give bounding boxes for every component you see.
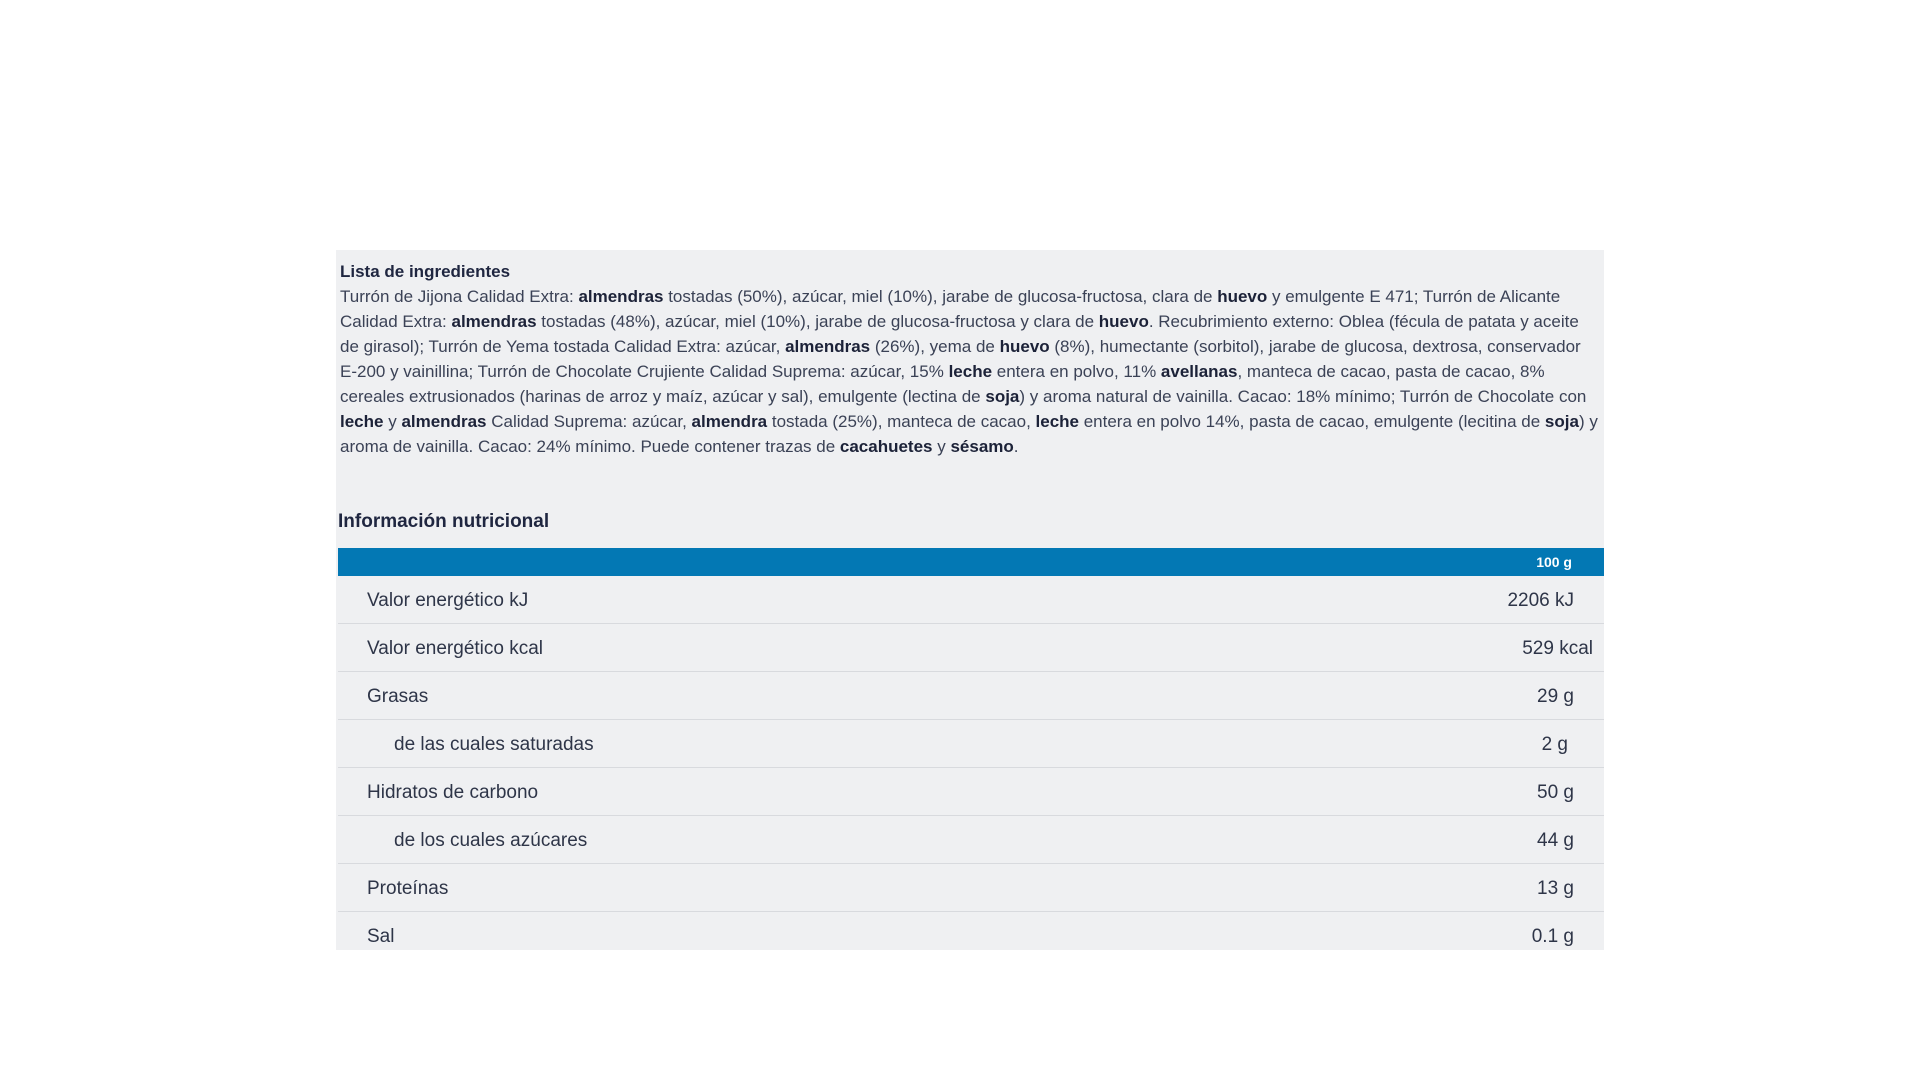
table-row bbox=[338, 864, 1604, 912]
ingredient-text: ) y aroma natural de vainilla. Cacao: 18% mínimo; Turrón de Chocolate con bbox=[1019, 387, 1587, 406]
table-row bbox=[338, 720, 1604, 768]
table-row bbox=[338, 768, 1604, 816]
ingredients-title: Lista de ingredientes bbox=[340, 262, 511, 281]
ingredient-text: Turrón de Jijona Calidad Extra: bbox=[340, 287, 579, 306]
row-label: Valor energético kJ bbox=[367, 590, 529, 611]
allergen-text: avellanas bbox=[1160, 362, 1238, 381]
nutrition-table bbox=[338, 548, 1604, 947]
ingredient-text: . Recubrimiento externo: Oblea (fécula de patata y aceite de girasol); Turrón de Yema tostada Calidad Extra: azúcar, bbox=[340, 312, 1579, 356]
table-row bbox=[338, 576, 1604, 624]
ingredients-text bbox=[340, 284, 1602, 459]
allergen-text: soja bbox=[985, 387, 1020, 406]
allergen-text: huevo bbox=[1098, 312, 1149, 331]
product-info-panel bbox=[336, 250, 1604, 950]
allergen-text: almendra bbox=[691, 412, 768, 431]
ingredient-text: (26%), yema de bbox=[870, 337, 1000, 356]
allergen-text: leche bbox=[340, 412, 384, 431]
allergen-text: almendras bbox=[785, 337, 871, 356]
ingredients-section bbox=[336, 250, 1604, 459]
row-label: de los cuales azúcares bbox=[394, 830, 588, 851]
column-header-100g: 100 g bbox=[1536, 554, 1572, 570]
ingredient-text: tostada (25%), manteca de cacao, bbox=[767, 412, 1036, 431]
nutrition-title: Información nutricional bbox=[338, 511, 550, 532]
allergen-text: sésamo bbox=[950, 437, 1014, 456]
row-label: Sal bbox=[367, 926, 395, 947]
nutrition-table-header bbox=[338, 548, 1604, 576]
allergen-text: huevo bbox=[1217, 287, 1268, 306]
ingredient-text: , manteca de cacao, pasta de cacao, 8% cereales extrusionados (harinas de arroz y maíz, azúcar y sal), emulgente (lectina de bbox=[340, 362, 1545, 406]
allergen-text: huevo bbox=[999, 337, 1050, 356]
row-value: 2206 kJ bbox=[1507, 590, 1574, 611]
ingredient-text: Calidad Suprema: azúcar, bbox=[486, 412, 692, 431]
row-label: Proteínas bbox=[367, 878, 449, 899]
allergen-text: almendras bbox=[401, 412, 487, 431]
allergen-text: soja bbox=[1544, 412, 1579, 431]
allergen-text: leche bbox=[948, 362, 993, 381]
row-value: 29 g bbox=[1537, 686, 1574, 707]
ingredient-text: tostadas (50%), azúcar, miel (10%), jarabe de glucosa-fructosa, clara de bbox=[663, 287, 1218, 306]
ingredient-text: y bbox=[932, 437, 951, 456]
allergen-text: cacahuetes bbox=[839, 437, 933, 456]
table-row bbox=[338, 672, 1604, 720]
ingredient-text: y bbox=[383, 412, 402, 431]
ingredient-text: y emulgente E 471; Turrón de Alicante Calidad Extra: bbox=[340, 287, 1561, 331]
row-value: 529 kcal bbox=[1522, 638, 1593, 659]
row-value: 2 g bbox=[1541, 734, 1568, 755]
ingredient-text: entera en polvo, 11% bbox=[992, 362, 1161, 381]
row-label: Grasas bbox=[367, 686, 429, 707]
allergen-text: almendras bbox=[578, 287, 664, 306]
ingredient-text: (8%), humectante (sorbitol), jarabe de glucosa, dextrosa, conservador E-200 y vainillina; Turrón de Chocolate Crujiente Calidad Suprema: azúcar, 15% bbox=[340, 337, 1581, 381]
row-value: 50 g bbox=[1537, 782, 1574, 803]
table-row bbox=[338, 624, 1604, 672]
ingredient-text: . bbox=[1013, 437, 1019, 456]
table-row bbox=[338, 912, 1604, 947]
allergen-text: leche bbox=[1035, 412, 1079, 431]
ingredient-text: ) y aroma de vainilla. Cacao: 24% mínimo. Puede contener trazas de bbox=[340, 412, 1598, 456]
row-value: 13 g bbox=[1537, 878, 1574, 899]
allergen-text: almendras bbox=[451, 312, 537, 331]
row-label: Hidratos de carbono bbox=[367, 782, 539, 803]
row-value: 0.1 g bbox=[1531, 926, 1574, 947]
row-label: de las cuales saturadas bbox=[394, 734, 594, 755]
row-value: 44 g bbox=[1537, 830, 1574, 851]
row-label: Valor energético kcal bbox=[367, 638, 544, 659]
table-row bbox=[338, 816, 1604, 864]
ingredient-text: entera en polvo 14%, pasta de cacao, emulgente (lecitina de bbox=[1079, 412, 1545, 431]
ingredient-text: tostadas (48%), azúcar, miel (10%), jarabe de glucosa-fructosa y clara de bbox=[536, 312, 1099, 331]
